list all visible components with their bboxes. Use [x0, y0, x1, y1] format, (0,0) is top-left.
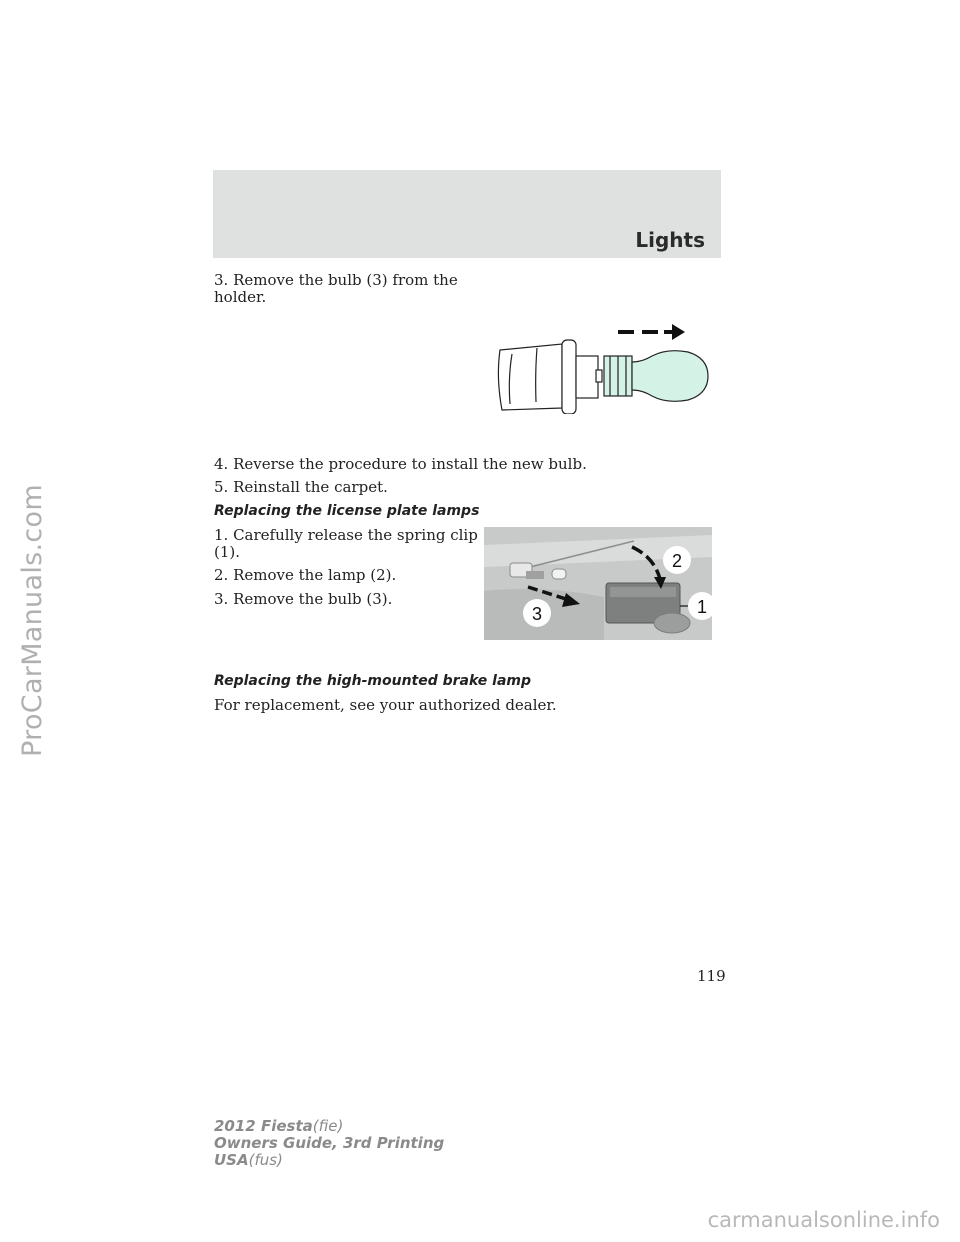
small-bulb-shape	[552, 569, 566, 579]
footer-line-3	[214, 1152, 444, 1169]
section-title: Lights	[635, 228, 705, 252]
step-3-text: 3. Remove the bulb (3) from the	[214, 271, 458, 289]
bulb-shape	[604, 351, 708, 402]
brake-lamp-text: For replacement, see your authorized dealer.	[214, 696, 557, 714]
footer-model: 2012 Fiesta	[214, 1117, 313, 1135]
footer-line-2	[214, 1135, 444, 1152]
callout-2-label: 2	[671, 551, 683, 571]
side-watermark[interactable]	[12, 290, 52, 950]
license-step-2-text: 2. Remove the lamp (2).	[214, 566, 397, 584]
footer-market-code: (fus)	[248, 1151, 283, 1169]
callout-1-label: 1	[696, 597, 708, 617]
footer-market: USA	[214, 1151, 249, 1169]
side-watermark-text: ProCarManuals.com	[16, 483, 48, 757]
license-step-1-text: 1. Carefully release the spring clip	[214, 526, 478, 544]
footer-edition-info	[214, 1118, 444, 1169]
brake-lamp-heading: Replacing the high-mounted brake lamp	[214, 673, 532, 689]
lamp-connector-shape	[526, 571, 544, 579]
license-step-3-text: 3. Remove the bulb (3).	[214, 590, 393, 608]
license-plate-heading: Replacing the license plate lamps	[214, 503, 480, 519]
bottom-watermark-text: carmanualsonline.info	[707, 1208, 940, 1232]
step-4-text: 4. Reverse the procedure to install the new bulb.	[214, 455, 587, 473]
section-header-band	[213, 170, 721, 258]
bulb-holder-shape	[498, 340, 602, 414]
callout-3-label: 3	[531, 604, 543, 624]
mounting-hole-shape	[654, 613, 690, 633]
license-step-1-continued: (1).	[214, 543, 241, 561]
license-lamp-photo	[484, 527, 712, 640]
removal-arrow-icon	[618, 324, 685, 340]
footer-printing: Owners Guide, 3rd Printing	[214, 1134, 445, 1152]
step-3-continued: holder.	[214, 288, 267, 306]
bulb-holder-illustration	[492, 318, 718, 414]
license-lamp-lens	[610, 587, 676, 597]
step-5-text: 5. Reinstall the carpet.	[214, 478, 388, 496]
footer-line-1	[214, 1118, 444, 1135]
page-number: 119	[697, 967, 726, 985]
bottom-watermark[interactable]	[0, 1204, 960, 1236]
footer-model-code: (fie)	[312, 1117, 344, 1135]
